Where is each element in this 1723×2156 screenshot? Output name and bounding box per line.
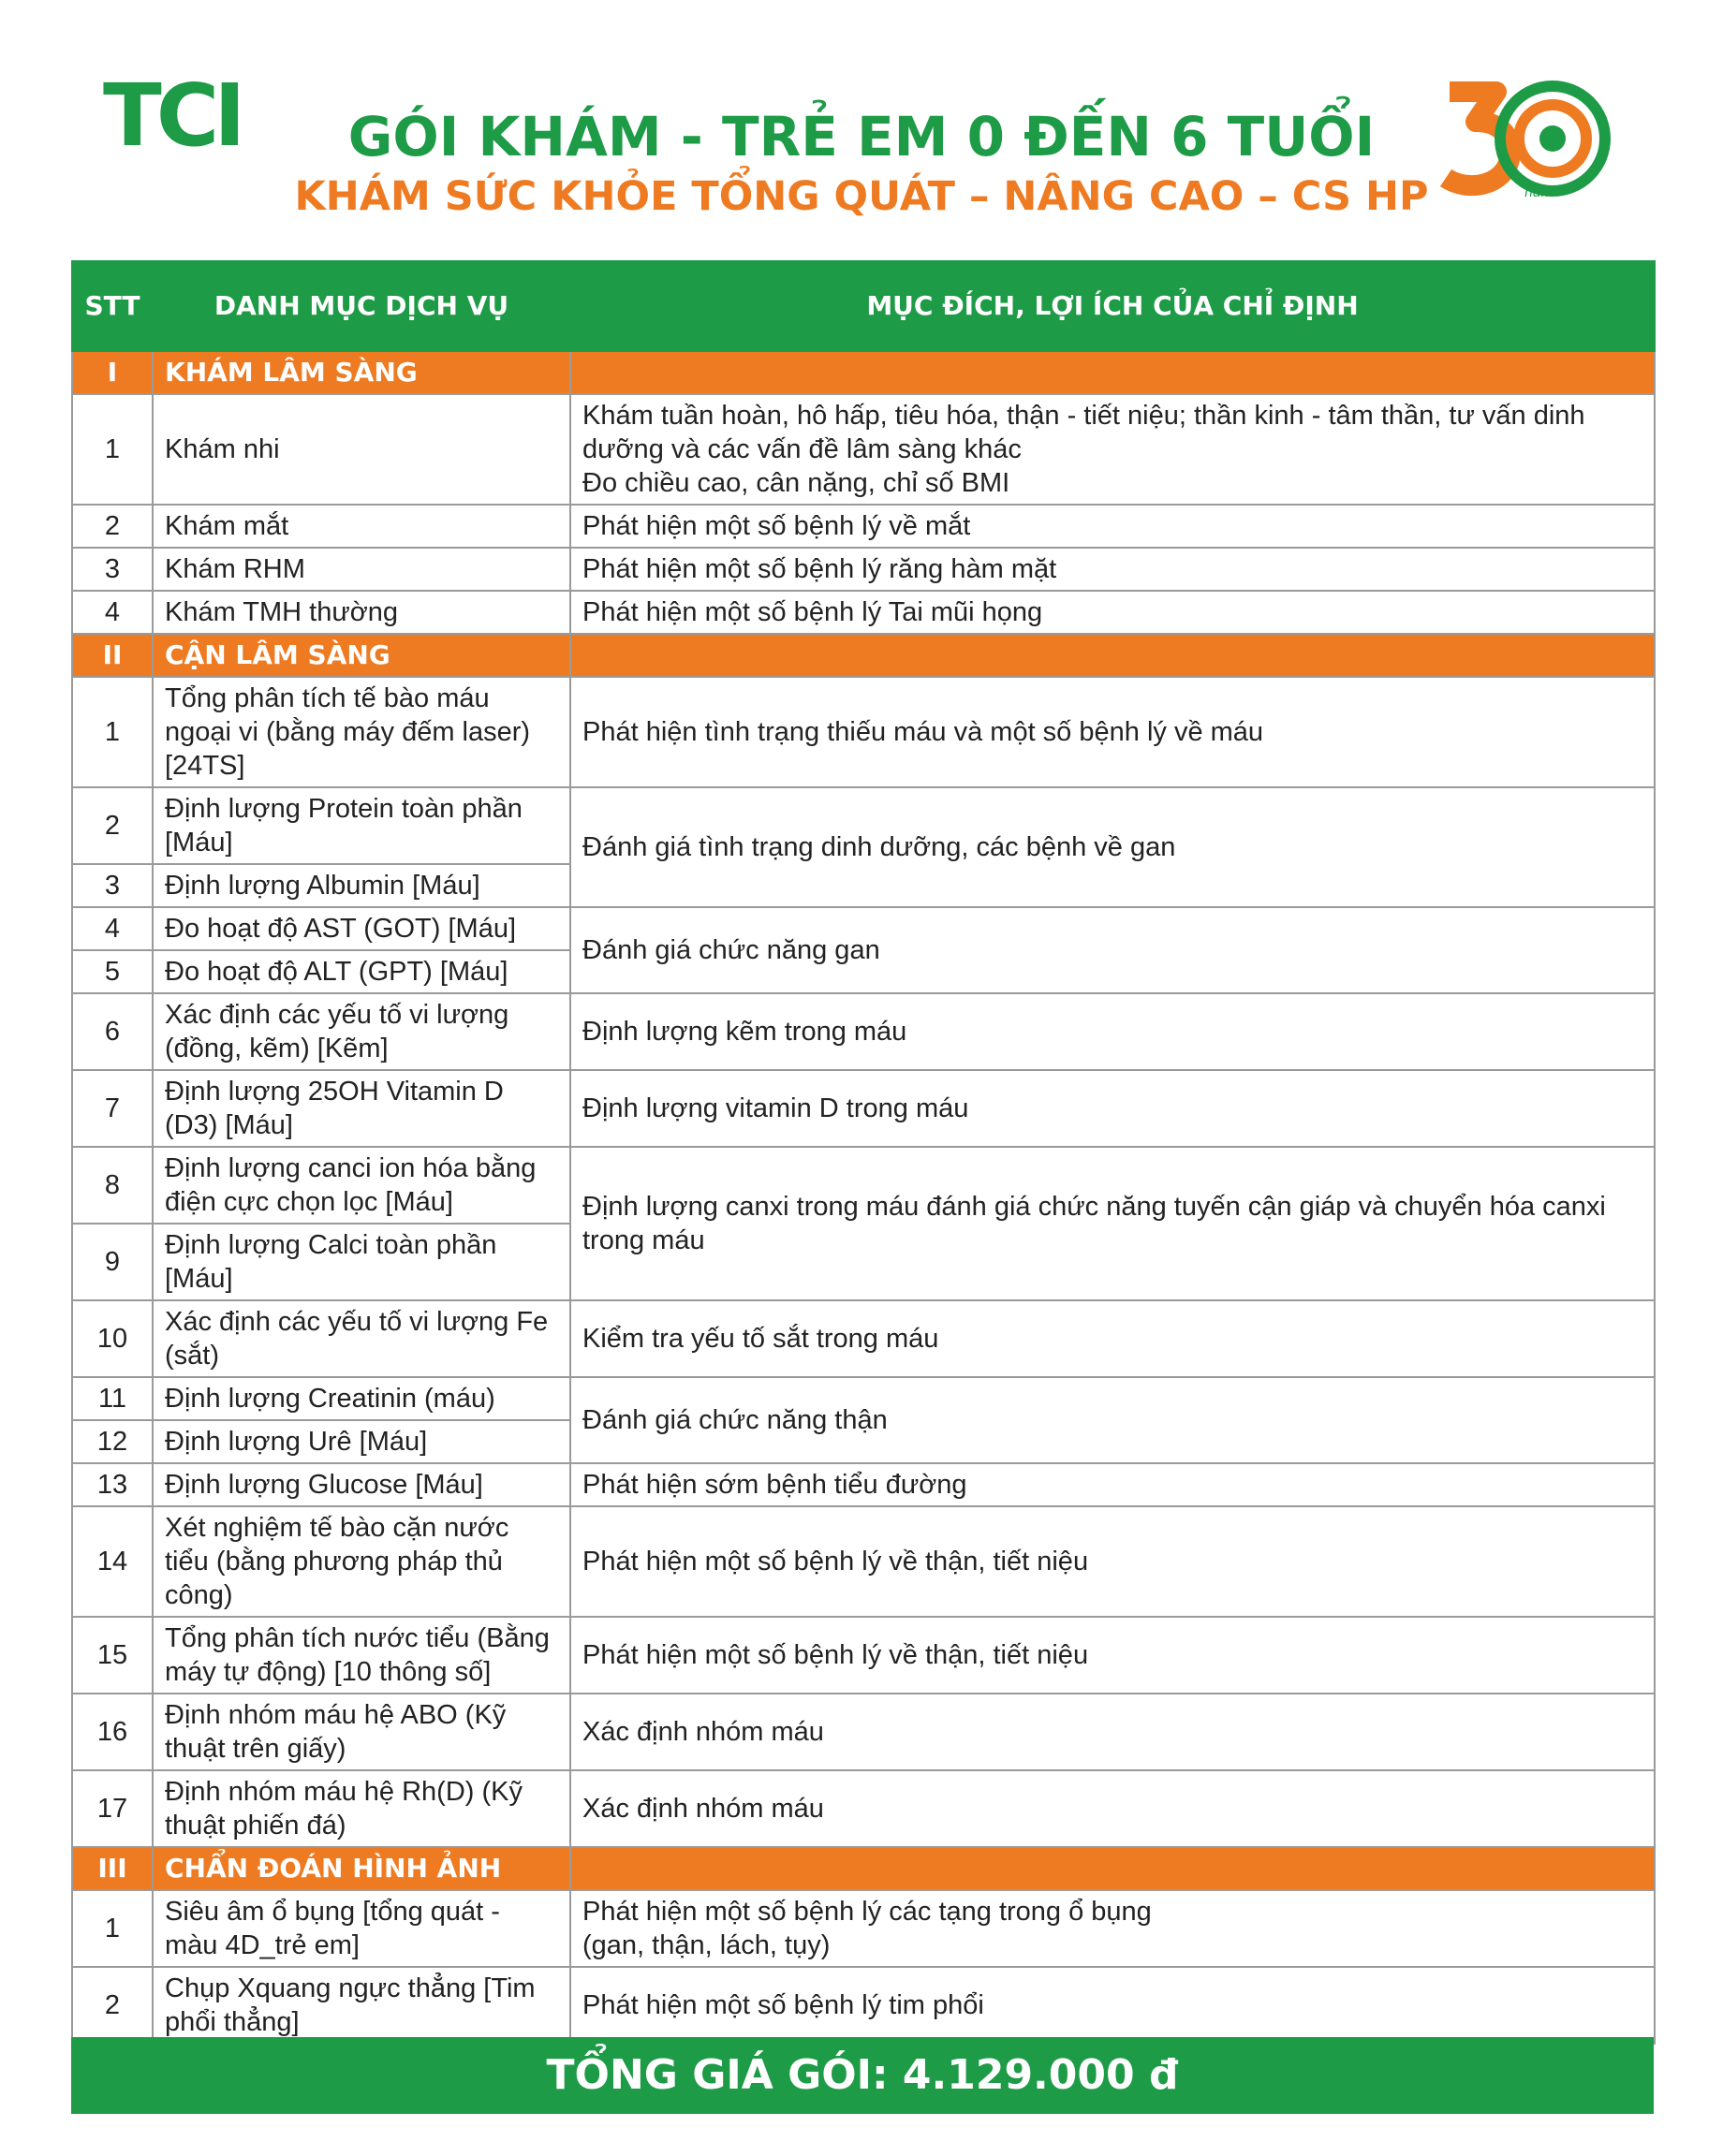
table-header-row — [72, 261, 1655, 351]
table-row — [72, 1300, 1655, 1377]
row-number: 1 — [72, 394, 153, 505]
row-number: 5 — [72, 950, 153, 993]
table-row — [72, 1377, 1655, 1420]
row-number: 13 — [72, 1463, 153, 1506]
service-name: Đo hoạt độ AST (GOT) [Máu] — [153, 907, 570, 950]
service-name: Siêu âm ổ bụng [tổng quát - màu 4D_trẻ em] — [153, 1890, 570, 1967]
row-number: 8 — [72, 1147, 153, 1224]
service-name: Định nhóm máu hệ Rh(D) (Kỹ thuật phiến đá) — [153, 1770, 570, 1847]
header-stt: STT — [72, 261, 153, 351]
service-name: Đo hoạt độ ALT (GPT) [Máu] — [153, 950, 570, 993]
row-number: 6 — [72, 993, 153, 1070]
table-row — [72, 1463, 1655, 1506]
anniversary-badge-icon — [1431, 73, 1618, 204]
table-row — [72, 1070, 1655, 1147]
table-row — [72, 1617, 1655, 1694]
service-name: Tổng phân tích nước tiểu (Bằng máy tự động) [10 thông số] — [153, 1617, 570, 1694]
row-number: 4 — [72, 591, 153, 634]
service-name: Xác định các yếu tố vi lượng Fe (sắt) — [153, 1300, 570, 1377]
service-name: Khám nhi — [153, 394, 570, 505]
service-purpose: Phát hiện một số bệnh lý về mắt — [570, 505, 1655, 548]
header-purpose: MỤC ĐÍCH, LỢI ÍCH CỦA CHỈ ĐỊNH — [570, 261, 1655, 351]
row-number: 1 — [72, 1890, 153, 1967]
service-name: Định nhóm máu hệ ABO (Kỹ thuật trên giấy) — [153, 1694, 570, 1770]
page-title: GÓI KHÁM - TRẺ EM 0 ĐẾN 6 TUỔI — [347, 105, 1376, 169]
section-number: I — [72, 351, 153, 394]
service-name: Định lượng Glucose [Máu] — [153, 1463, 570, 1506]
service-name: Khám TMH thường — [153, 591, 570, 634]
row-number: 11 — [72, 1377, 153, 1420]
service-purpose: Định lượng canxi trong máu đánh giá chức năng tuyến cận giáp và chuyển hóa canxi trong máu — [570, 1147, 1655, 1300]
section-number: II — [72, 634, 153, 677]
service-purpose: Đánh giá tình trạng dinh dưỡng, các bệnh về gan — [570, 787, 1655, 907]
table-row — [72, 1147, 1655, 1224]
row-number: 16 — [72, 1694, 153, 1770]
service-purpose: Phát hiện một số bệnh lý về thận, tiết niệu — [570, 1617, 1655, 1694]
service-purpose: Đánh giá chức năng gan — [570, 907, 1655, 993]
row-number: 4 — [72, 907, 153, 950]
service-name: Chụp Xquang ngực thẳng [Tim phổi thẳng] — [153, 1967, 570, 2044]
service-purpose: Xác định nhóm máu — [570, 1694, 1655, 1770]
table-row — [72, 394, 1655, 505]
service-purpose: Phát hiện tình trạng thiếu máu và một số bệnh lý về máu — [570, 677, 1655, 787]
service-name: Định lượng canci ion hóa bằng điện cực chọn lọc [Máu] — [153, 1147, 570, 1224]
table-row — [72, 1694, 1655, 1770]
row-number: 10 — [72, 1300, 153, 1377]
service-purpose: Phát hiện một số bệnh lý các tạng trong ổ bụng (gan, thận, lách, tụy) — [570, 1890, 1655, 1967]
table-row — [72, 993, 1655, 1070]
row-number: 1 — [72, 677, 153, 787]
section-empty-cell — [570, 351, 1655, 394]
table-row — [72, 1967, 1655, 2044]
total-price: TỔNG GIÁ GÓI: 4.129.000 đ — [71, 2037, 1654, 2114]
section-row — [72, 351, 1655, 394]
section-title: KHÁM LÂM SÀNG — [153, 351, 570, 394]
service-purpose: Định lượng kẽm trong máu — [570, 993, 1655, 1070]
service-name: Định lượng Creatinin (máu) — [153, 1377, 570, 1420]
service-name: Tổng phân tích tế bào máu ngoại vi (bằng máy đếm laser) [24TS] — [153, 677, 570, 787]
service-name: Xác định các yếu tố vi lượng (đồng, kẽm) [Kẽm] — [153, 993, 570, 1070]
row-number: 9 — [72, 1224, 153, 1300]
section-number: III — [72, 1847, 153, 1890]
table-row — [72, 1770, 1655, 1847]
row-number: 15 — [72, 1617, 153, 1694]
tci-logo: TCI — [103, 66, 241, 166]
service-name: Định lượng Urê [Máu] — [153, 1420, 570, 1463]
section-row — [72, 634, 1655, 677]
page-subtitle: KHÁM SỨC KHỎE TỔNG QUÁT – NÂNG CAO – CS HP — [294, 173, 1429, 220]
service-purpose: Phát hiện một số bệnh lý răng hàm mặt — [570, 548, 1655, 591]
service-name: Định lượng Calci toàn phần [Máu] — [153, 1224, 570, 1300]
table-row — [72, 548, 1655, 591]
service-purpose: Phát hiện một số bệnh lý tim phổi — [570, 1967, 1655, 2044]
header-service: DANH MỤC DỊCH VỤ — [153, 261, 570, 351]
table-row — [72, 1506, 1655, 1617]
service-purpose: Khám tuần hoàn, hô hấp, tiêu hóa, thận - tiết niệu; thần kinh - tâm thần, tư vấn dinh dưỡng và các vấn đề lâm sàng khác Đo chiều cao, cân nặng, chỉ số BMI — [570, 394, 1655, 505]
section-title: CẬN LÂM SÀNG — [153, 634, 570, 677]
table-row — [72, 1890, 1655, 1967]
row-number: 2 — [72, 787, 153, 864]
row-number: 7 — [72, 1070, 153, 1147]
section-empty-cell — [570, 1847, 1655, 1890]
badge-word: năm — [1524, 185, 1554, 200]
service-name: Khám mắt — [153, 505, 570, 548]
row-number: 2 — [72, 1967, 153, 2044]
section-row — [72, 1847, 1655, 1890]
section-empty-cell — [570, 634, 1655, 677]
service-name: Định lượng Albumin [Máu] — [153, 864, 570, 907]
service-name: Định lượng 25OH Vitamin D (D3) [Máu] — [153, 1070, 570, 1147]
row-number: 14 — [72, 1506, 153, 1617]
section-title: CHẨN ĐOÁN HÌNH ẢNH — [153, 1847, 570, 1890]
service-purpose: Phát hiện một số bệnh lý Tai mũi họng — [570, 591, 1655, 634]
row-number: 12 — [72, 1420, 153, 1463]
table-row — [72, 677, 1655, 787]
table-row — [72, 591, 1655, 634]
service-name: Xét nghiệm tế bào cặn nước tiểu (bằng phương pháp thủ công) — [153, 1506, 570, 1617]
table-row — [72, 505, 1655, 548]
service-purpose: Phát hiện một số bệnh lý về thận, tiết niệu — [570, 1506, 1655, 1617]
service-name: Định lượng Protein toàn phần [Máu] — [153, 787, 570, 864]
services-table — [71, 260, 1656, 2045]
row-number: 3 — [72, 548, 153, 591]
service-purpose: Xác định nhóm máu — [570, 1770, 1655, 1847]
row-number: 2 — [72, 505, 153, 548]
row-number: 17 — [72, 1770, 153, 1847]
service-purpose: Phát hiện sớm bệnh tiểu đường — [570, 1463, 1655, 1506]
table-row — [72, 907, 1655, 950]
service-purpose: Định lượng vitamin D trong máu — [570, 1070, 1655, 1147]
service-purpose: Đánh giá chức năng thận — [570, 1377, 1655, 1463]
table-row — [72, 787, 1655, 864]
service-name: Khám RHM — [153, 548, 570, 591]
row-number: 3 — [72, 864, 153, 907]
service-purpose: Kiểm tra yếu tố sắt trong máu — [570, 1300, 1655, 1377]
